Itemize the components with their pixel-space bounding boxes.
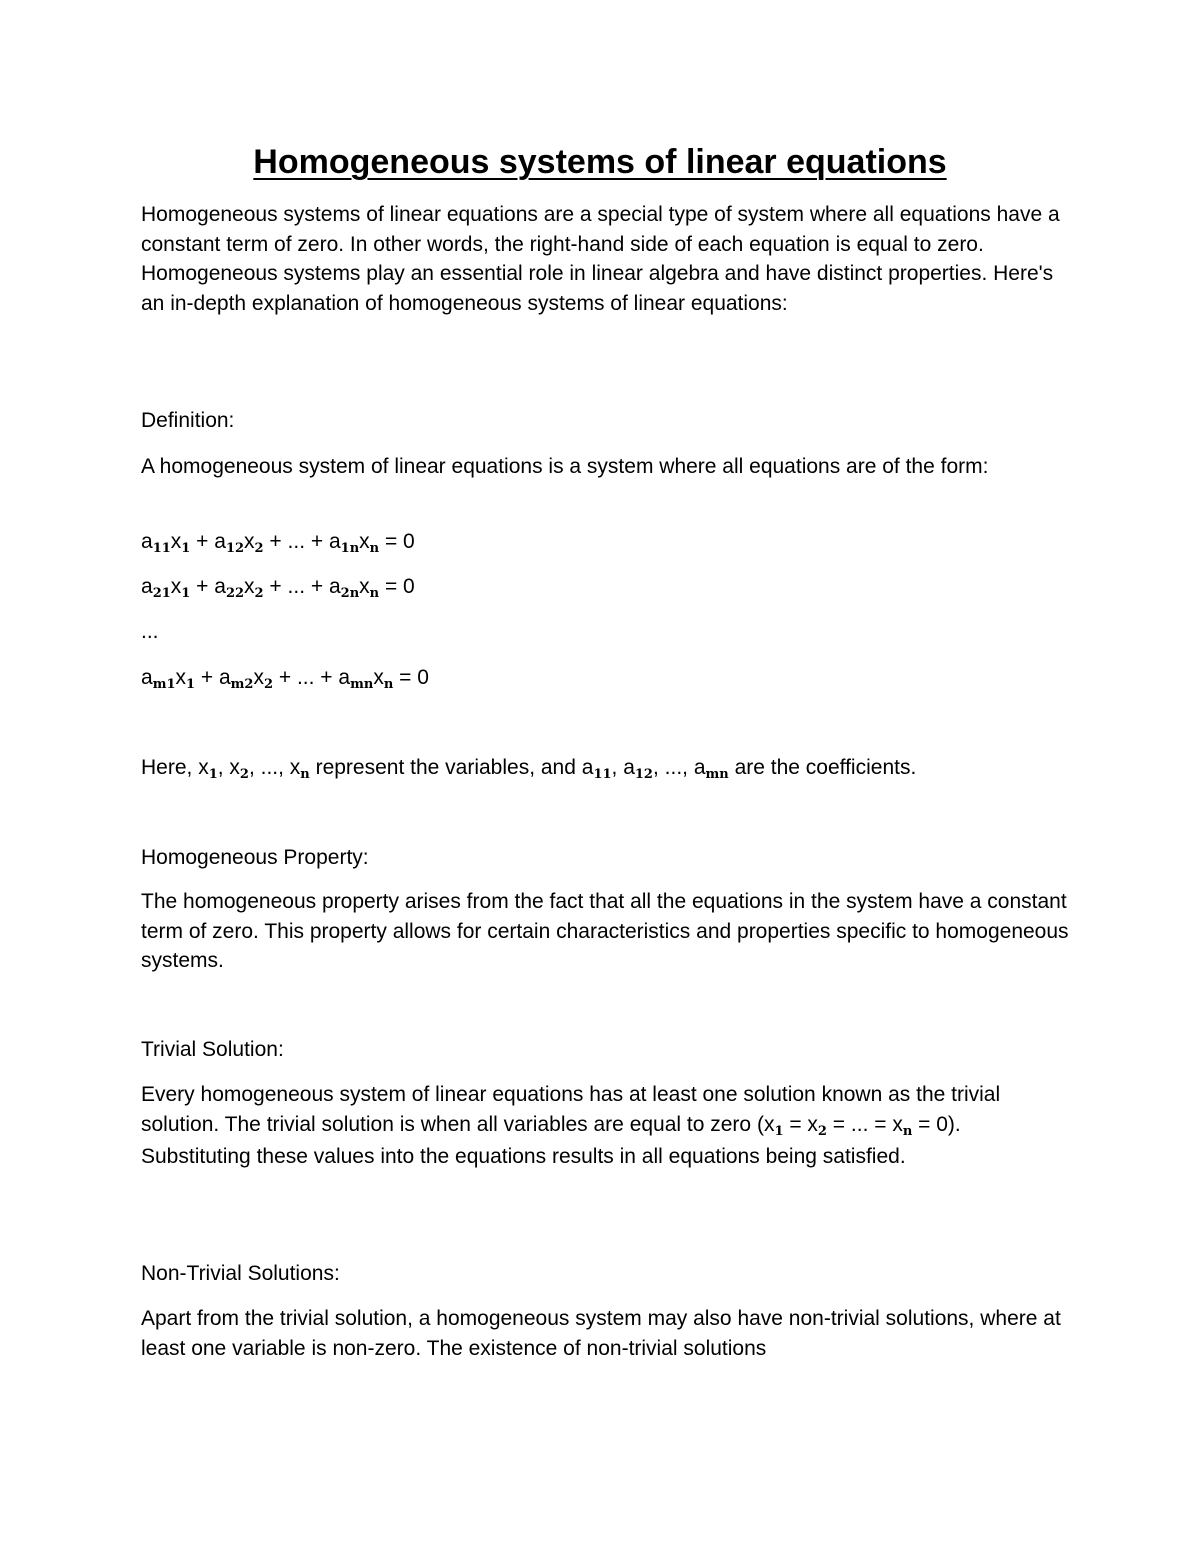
variables-explanation: Here, x1, x2, ..., xn represent the variables, and a11, a12, ..., amn are the coefficients. xyxy=(141,756,917,782)
property-text: The homogeneous property arises from the fact that all the equations in the system have a constant term of zero. This property allows for certain characteristics and properties specific to homogeneous systems. xyxy=(141,890,1069,973)
definition-text: A homogeneous system of linear equations is a system where all equations are of the form: xyxy=(141,455,989,478)
nontrivial-heading: Non-Trivial Solutions: xyxy=(141,1262,340,1285)
property-heading: Homogeneous Property: xyxy=(141,846,369,869)
definition-heading: Definition: xyxy=(141,409,235,432)
trivial-text: Every homogeneous system of linear equations has at least one solution known as the trivial solution. The trivial solution is when all variables are equal to zero (x1 = x2 = ... = xn = 0). Substituting these values into the equations results in all equations being satisfied. xyxy=(141,1083,1001,1169)
equation-row-1: a11x1 + a12x2 + ... + a1nxn = 0 xyxy=(141,530,415,556)
trivial-heading: Trivial Solution: xyxy=(141,1038,284,1061)
equation-ellipsis: ... xyxy=(141,620,159,643)
document-title: Homogeneous systems of linear equations xyxy=(253,143,947,181)
intro-paragraph: Homogeneous systems of linear equations are a special type of system where all equations have a constant term of zero. In other words, the right-hand side of each equation is equal to zero. Homogeneous systems play an essential role in linear algebra and have distinct properties. Here's an in-depth explanation of homogeneous systems of linear equations: xyxy=(141,203,1060,315)
equation-row-2: a21x1 + a22x2 + ... + a2nxn = 0 xyxy=(141,575,415,601)
nontrivial-text: Apart from the trivial solution, a homogeneous system may also have non-trivial solutions, where at least one variable is non-zero. The existence of non-trivial solutions xyxy=(141,1307,1061,1360)
equation-row-m: am1x1 + am2x2 + ... + amnxn = 0 xyxy=(141,666,429,692)
